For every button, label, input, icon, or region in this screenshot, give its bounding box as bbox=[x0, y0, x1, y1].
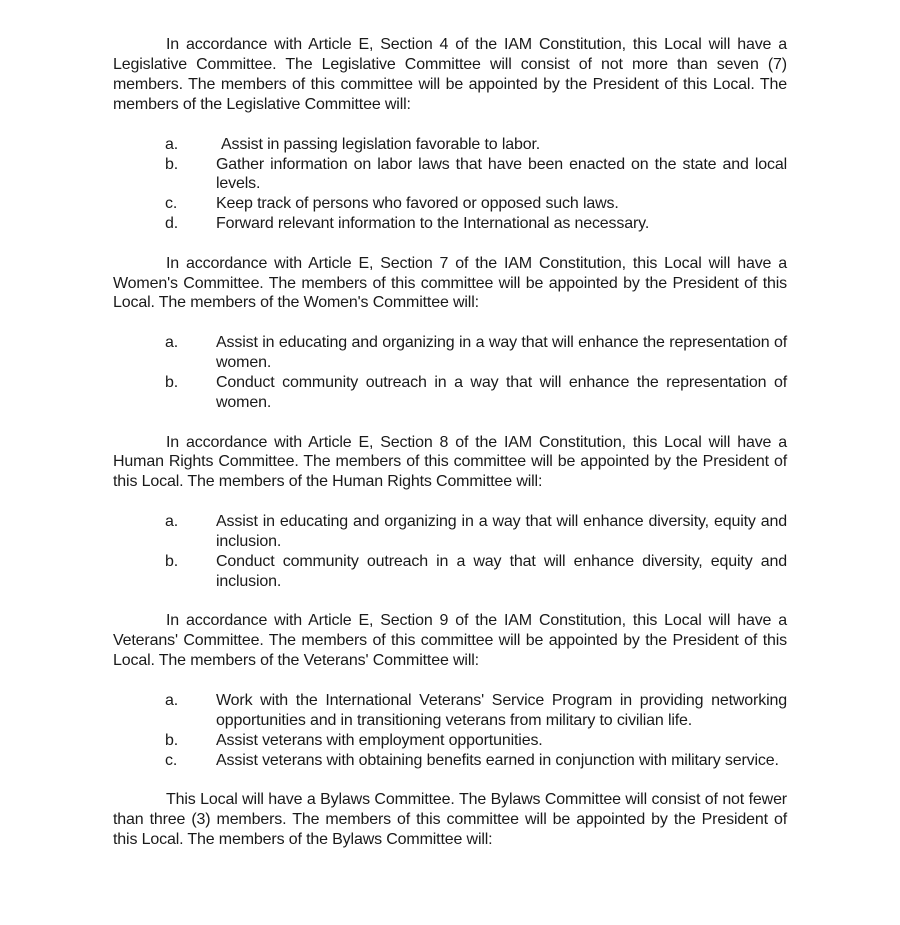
list-text: Assist in educating and organizing in a way that will enhance the representation of women. bbox=[216, 334, 787, 372]
list-text: Gather information on labor laws that have been enacted on the state and local levels. bbox=[216, 155, 787, 193]
list-marker: b. bbox=[165, 553, 179, 571]
list-text: Conduct community outreach in a way that will enhance diversity, equity and inclusion. bbox=[216, 553, 787, 590]
veterans-committee-duties bbox=[113, 691, 787, 771]
womens-committee-duties bbox=[113, 333, 787, 413]
list-item bbox=[113, 731, 787, 751]
list-item bbox=[113, 751, 787, 771]
list-text: Assist veterans with obtaining benefits earned in conjunction with military service. bbox=[216, 751, 779, 769]
list-item bbox=[113, 194, 787, 214]
list-marker: b. bbox=[165, 155, 179, 173]
human-rights-committee-intro: In accordance with Article E, Section 8 of the IAM Constitution, this Local will have a Human Rights Committee. The members of this committee will be appointed by the President of this Local. The members of the Human Rights Committee will: bbox=[113, 433, 787, 491]
human-rights-committee-duties bbox=[113, 512, 787, 592]
list-text: Assist veterans with employment opportunities. bbox=[216, 731, 543, 749]
list-item bbox=[113, 552, 787, 592]
list-marker: a. bbox=[165, 513, 179, 531]
list-marker: d. bbox=[165, 215, 179, 233]
list-item bbox=[113, 691, 787, 731]
list-marker: c. bbox=[165, 751, 178, 769]
legislative-committee-duties bbox=[113, 135, 787, 235]
document-page bbox=[113, 35, 787, 870]
veterans-committee-intro: In accordance with Article E, Section 9 of the IAM Constitution, this Local will have a Veterans' Committee. The members of this committee will be appointed by the President of this Local. The members of the Veterans' Committee will: bbox=[113, 612, 787, 670]
list-marker: b. bbox=[165, 731, 179, 749]
womens-committee-intro: In accordance with Article E, Section 7 of the IAM Constitution, this Local will have a Women's Committee. The members of this committee will be appointed by the President of this Local. The members of the Women's Committee will: bbox=[113, 254, 787, 312]
list-marker: a. bbox=[165, 692, 179, 710]
list-item bbox=[113, 155, 787, 195]
list-text: Keep track of persons who favored or opposed such laws. bbox=[216, 195, 619, 213]
list-text: Conduct community outreach in a way that will enhance the representation of women. bbox=[216, 374, 787, 412]
list-marker: b. bbox=[165, 374, 179, 392]
list-item bbox=[113, 135, 787, 155]
list-item bbox=[113, 512, 787, 552]
bylaws-committee-intro: This Local will have a Bylaws Committee. The Bylaws Committee will consist of not fewer than three (3) members. The members of this committee will be appointed by the President of this Local. The members of the Bylaws Committee will: bbox=[113, 791, 787, 848]
list-text: Assist in passing legislation favorable to labor. bbox=[221, 135, 541, 153]
list-marker: a. bbox=[165, 334, 179, 352]
list-marker: a. bbox=[165, 135, 179, 153]
list-item bbox=[113, 373, 787, 413]
legislative-committee-intro: In accordance with Article E, Section 4 of the IAM Constitution, this Local will have a Legislative Committee. The Legislative Committee will consist of not more than seven (7) members. The members of this committee will be appointed by the President of this Local. The members of the Legislative Committee will: bbox=[113, 36, 787, 113]
list-item bbox=[113, 214, 787, 234]
list-item bbox=[113, 333, 787, 373]
list-text: Work with the International Veterans' Service Program in providing networking opportunities and in transitioning veterans from military to civilian life. bbox=[216, 692, 787, 729]
list-text: Forward relevant information to the International as necessary. bbox=[216, 215, 650, 233]
list-marker: c. bbox=[165, 195, 178, 213]
list-text: Assist in educating and organizing in a way that will enhance diversity, equity and inclusion. bbox=[216, 513, 787, 551]
